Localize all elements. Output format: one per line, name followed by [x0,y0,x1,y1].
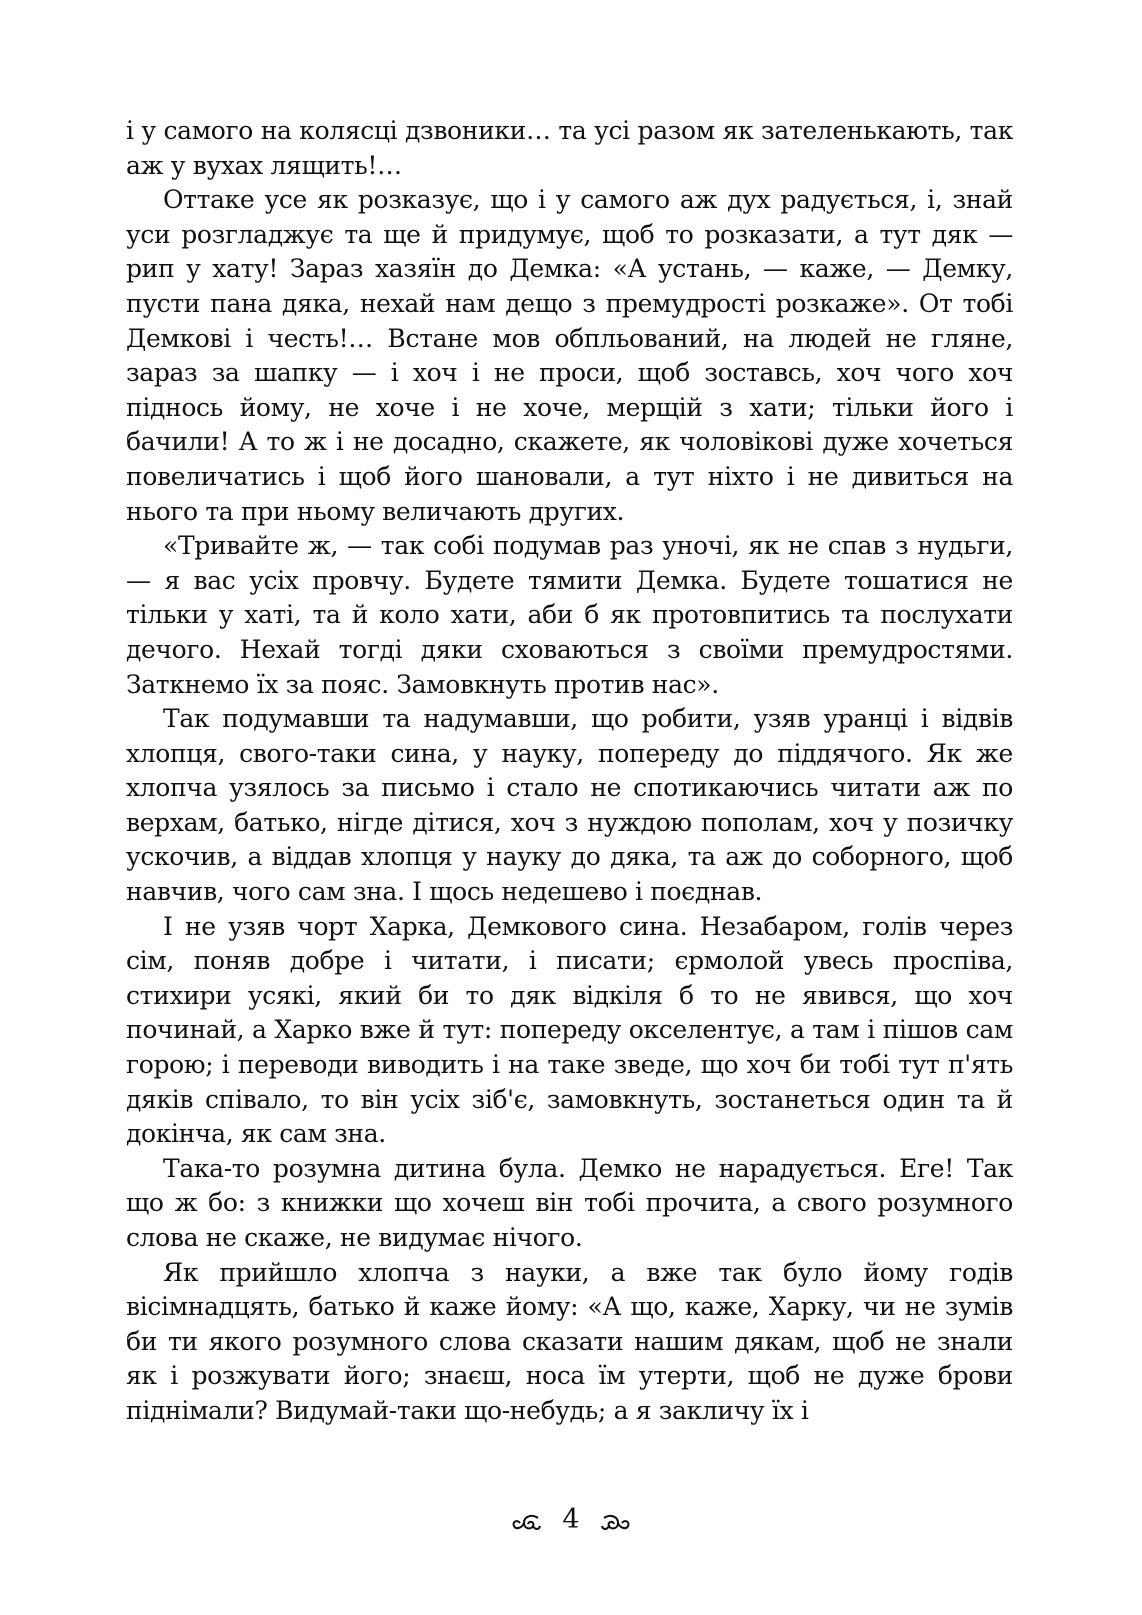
paragraph-5: І не узяв чорт Харка, Демкового сина. Незабаром, голів через сім, поняв добре і читати, і писати; єрмолой увесь проспіва, стихири усякі, який би то дяк відкіля б то не явився, що хоч починай, а Харко вже й тут: попереду окселентує, а там і пішов сам горою; і переводи виводить і на таке зведе, що хоч би тобі тут п'ять дяків співало, то він усіх зіб'є, замовкнуть, зостанеться один та й докінча, як сам зна. [126,911,1013,1149]
paragraph-3: «Тривайте ж, — так собі подумав раз уночі, як не спав з нудьги, — я вас усіх провчу. Будете тямити Демка. Будете тошатися не тільки у хаті, та й коло хати, аби б як протовпитись та послухати дечого. Нехай тогді дяки сховаються з своїми премудростями. Заткнемо їх за пояс. Замовкнуть против нас». [126,531,1013,699]
page-number: 4 [562,1504,580,1535]
paragraph-7: Як прийшло хлопча з науки, а вже так було йому годів вісімнадцять, батько й каже йому: «А що, каже, Харку, чи не зумів би ти якого розумного слова сказати нашим дякам, щоб не знали як і розжувати його; знаєш, носа їм утерти, щоб не дуже брови піднімали? Видумай-таки що-небудь; а я закличу їх і [126,1257,1013,1425]
ornament-left-icon [512,1510,542,1530]
paragraph-1: і у самого на колясці дзвоники… та усі разом як зателенькають, так аж у вухах лящить!… [126,116,1013,180]
page-body [126,114,1013,1494]
paragraph-6: Така-то розумна дитина була. Демко не нарадується. Еге! Так що ж бо: з книжки що хочеш він тобі прочита, а свого розумного слова не скаже, не видумає нічого. [126,1153,1013,1252]
paragraph-4: Так подумавши та надумавши, що робити, узяв уранці і відвів хлопця, свого-таки сина, у науку, попереду до піддячого. Як же хлопча узялось за письмо і стало не спотикаючись читати аж по верхам, батько, нігде дітися, хоч з нуждою пополам, хоч у позичку ускочив, а віддав хлопця у науку до дяка, та аж до соборного, щоб навчив, чого сам зна. І щось недешево і поєднав. [126,704,1013,907]
ornament-right-icon [600,1510,630,1530]
paragraph-2: Оттаке усе як розказує, що і у самого аж дух радується, і, знай уси розгладжує та ще й придумує, щоб то розказати, а тут дяк — рип у хату! Зараз хазяїн до Демка: «А устань, — каже, — Демку, пусти пана дяка, нехай нам дещо з премудрості розкаже». От тобі Демкові і честь!… Встане мов обпльований, на людей не гляне, зараз за шапку — і хоч і не проси, щоб зоставсь, хоч чого хоч піднось йому, не хоче і не хоче, мерщій з хати; тільки його і бачили! А то ж і не досадно, скажете, як чоловікові дуже хочеться повеличатись і щоб його шановали, а тут ніхто і не дивиться на нього та при ньому величають других. [126,185,1013,526]
page-footer [0,1503,1142,1535]
